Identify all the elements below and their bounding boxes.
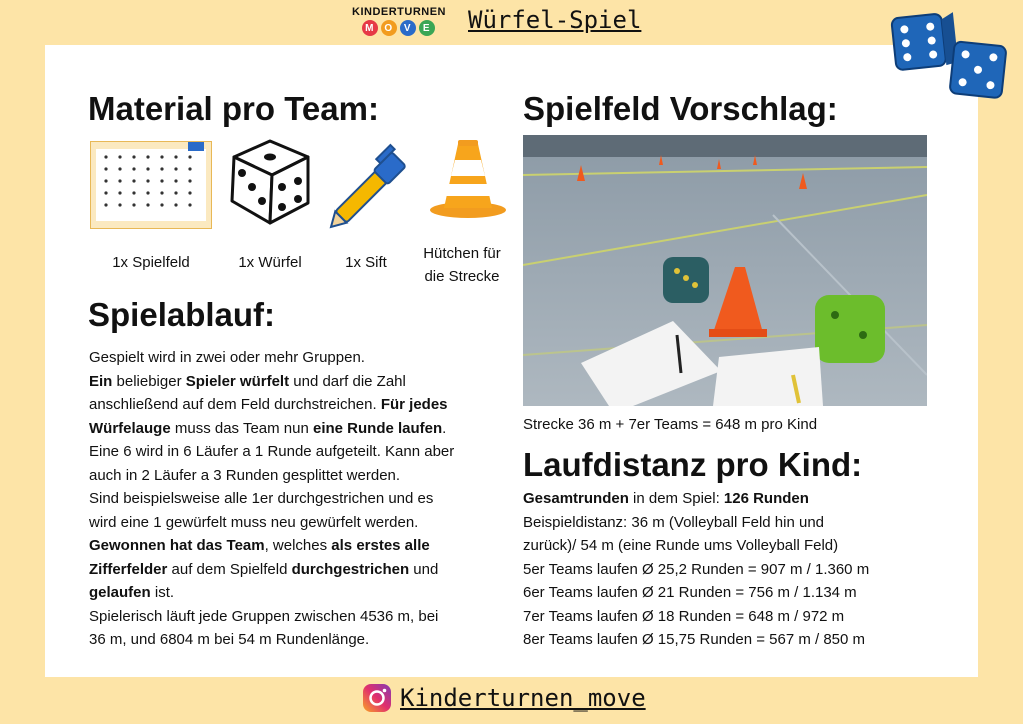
- text-line: [89, 605, 519, 629]
- instagram-handle[interactable]: Kinderturnen_move: [400, 684, 646, 712]
- text-segment: , welches: [264, 537, 332, 554]
- text-line: [89, 628, 519, 652]
- text-line: [89, 370, 519, 394]
- text-line: [89, 417, 519, 441]
- text-line: [89, 393, 519, 417]
- text-line: [89, 440, 519, 464]
- material-heading: Material pro Team:: [88, 90, 379, 127]
- cone-icon: [428, 138, 508, 220]
- text-segment: muss das Team nun: [170, 419, 313, 437]
- text-segment: 36 m, und 6804 m bei 54 m Rundenlänge.: [89, 631, 370, 648]
- text-segment: 126 Runden: [723, 490, 809, 507]
- text-segment: Eine 6 wird in 6 Läufer a 1 Runde aufgeteilt. Kann aber: [89, 443, 455, 460]
- text-segment: 5er Teams laufen Ø 25,2 Runden = 907 m / 1.360 m: [523, 560, 870, 578]
- text-segment: ist.: [150, 584, 175, 601]
- kinderturnen-logo: [352, 6, 444, 36]
- logo-letter-m: M: [362, 20, 378, 36]
- pen-icon: [326, 140, 418, 232]
- laufdistanz-heading: Laufdistanz pro Kind:: [523, 446, 863, 483]
- material-label-spielfeld: 1x Spielfeld: [112, 254, 190, 271]
- logo-letter-o: O: [381, 20, 397, 36]
- logo-letters: [352, 20, 444, 36]
- spielablauf-text: [89, 346, 519, 652]
- text-segment: zurück)/ 54 m (eine Runde ums Volleyball Feld): [523, 537, 839, 554]
- text-segment: in dem Spiel:: [628, 490, 724, 507]
- blue-dice-icon: [888, 8, 1016, 104]
- text-segment: auch in 2 Läufer a 3 Runden gesplittet werden.: [89, 466, 401, 484]
- text-segment: Gesamtrunden: [523, 490, 629, 507]
- text-segment: Zifferfelder: [89, 560, 168, 578]
- text-segment: gelaufen: [89, 584, 151, 601]
- logo-letter-e: E: [419, 20, 435, 36]
- text-segment: 6er Teams laufen Ø 21 Runden = 756 m / 1.134 m: [523, 584, 857, 601]
- laufdistanz-text: [523, 487, 943, 652]
- text-segment: Ein: [89, 372, 113, 390]
- text-segment: Würfelauge: [89, 419, 171, 437]
- text-line: [89, 487, 519, 511]
- material-label-huetchen: Hütchen für die Strecke: [423, 245, 501, 285]
- text-line: [89, 511, 519, 535]
- text-segment: eine Runde laufen: [312, 419, 443, 437]
- text-segment: Für jedes: [380, 396, 448, 413]
- text-line: [523, 511, 943, 535]
- material-label-wuerfel: 1x Würfel: [238, 254, 302, 271]
- logo-word: KINDERTURNEN: [352, 6, 446, 18]
- text-segment: .: [442, 419, 447, 437]
- text-line: [89, 558, 519, 582]
- text-segment: Gewonnen hat das Team: [89, 537, 265, 554]
- text-segment: 7er Teams laufen Ø 18 Runden = 648 m / 972 m: [523, 607, 845, 625]
- text-line: [89, 346, 519, 370]
- page-title: Würfel-Spiel: [468, 6, 642, 34]
- logo-letter-v: V: [400, 20, 416, 36]
- text-segment: Spielerisch läuft jede Gruppen zwischen 4536 m, bei: [89, 607, 439, 625]
- text-segment: Spieler würfelt: [185, 372, 290, 390]
- text-line: [89, 581, 519, 605]
- text-line: [523, 534, 943, 558]
- spielablauf-heading: Spielablauf:: [88, 296, 276, 333]
- text-segment: durchgestrichen: [291, 560, 410, 578]
- text-line: [523, 487, 943, 511]
- spielfeld-caption: Strecke 36 m + 7er Teams = 648 m pro Kind: [523, 416, 818, 433]
- material-label-stift: 1x Sift: [345, 254, 387, 271]
- text-line: [89, 464, 519, 488]
- text-segment: auf dem Spielfeld: [167, 560, 292, 578]
- dice-icon: [224, 135, 316, 229]
- instagram-icon: [362, 683, 392, 713]
- text-line: [523, 605, 943, 629]
- text-segment: als erstes alle: [331, 537, 430, 554]
- text-segment: 8er Teams laufen Ø 15,75 Runden = 567 m / 850 m: [523, 631, 866, 648]
- text-line: [523, 558, 943, 582]
- spielfeld-heading: Spielfeld Vorschlag:: [523, 90, 838, 127]
- footer: [362, 683, 646, 713]
- text-line: [523, 628, 943, 652]
- text-segment: Gespielt wird in zwei oder mehr Gruppen.: [89, 349, 365, 366]
- text-segment: Beispieldistanz: 36 m (Volleyball Feld hin und: [523, 513, 825, 531]
- spielfeld-sheet-icon: [90, 141, 212, 229]
- text-line: [89, 534, 519, 558]
- text-segment: anschließend auf dem Feld durchstreichen.: [89, 396, 381, 413]
- text-segment: beliebiger: [112, 372, 186, 390]
- spielfeld-photo: [523, 135, 927, 406]
- text-segment: und: [409, 560, 439, 578]
- text-line: [523, 581, 943, 605]
- text-segment: und darf die Zahl: [289, 372, 406, 390]
- text-segment: wird eine 1 gewürfelt muss neu gewürfelt werden.: [89, 513, 419, 531]
- text-segment: Sind beispielsweise alle 1er durchgestrichen und es: [89, 490, 434, 507]
